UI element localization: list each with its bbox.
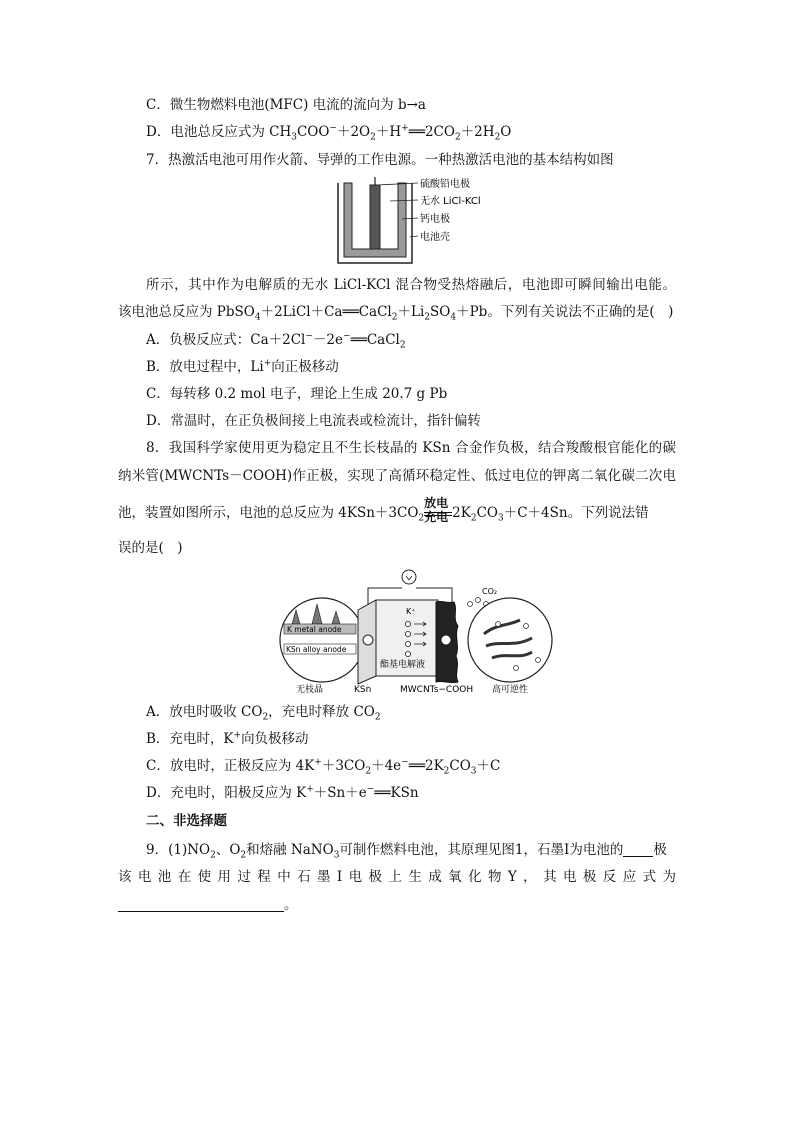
q7-option-d	[146, 411, 481, 431]
t: 8．我国科学家使用更为稳定且不生长枝晶的 KSn 合金作负极，结合羧酸根官能化的碳	[146, 440, 676, 456]
sub: 2	[424, 312, 431, 323]
q7-stem2-text: 所示，其中作为电解质的无水 LiCl-KCl 混合物受热熔融后，电池即可瞬间输出电能。	[146, 277, 676, 293]
t: D．充电时，阳极反应为 K	[146, 785, 307, 801]
co2-bubble	[524, 624, 529, 629]
sub: 2	[262, 712, 269, 723]
t: B．充电时，K	[146, 731, 234, 747]
sup: +	[314, 757, 322, 768]
q7-stem1-text: 7．热激活电池可用作火箭、导弹的工作电源。一种热激活电池的基本结构如图	[146, 152, 614, 168]
sub: 2	[418, 513, 425, 524]
t: B．放电过程中，Li	[146, 359, 264, 375]
t: CO	[476, 505, 498, 521]
sub: 2	[494, 132, 501, 143]
caption-cathode: MWCNTs−COOH	[400, 685, 474, 695]
t: 极	[653, 842, 667, 858]
lead-sulfate-electrode	[370, 185, 380, 249]
sub: 2	[470, 513, 477, 524]
sup: +	[401, 123, 409, 134]
sup: +	[263, 358, 272, 369]
t: A．放电时吸收 CO	[146, 704, 263, 720]
label-k-metal: K metal anode	[287, 625, 342, 634]
label-co2: CO₂	[482, 587, 498, 596]
label-shell: 电池壳	[420, 232, 450, 243]
t: ══2K	[408, 758, 444, 774]
sup: −	[305, 331, 313, 342]
t: 。	[284, 897, 298, 913]
t: ＋C＋4Sn。下列说法错	[503, 505, 649, 521]
q7-stem-line1	[146, 150, 614, 170]
sub: 4	[450, 312, 457, 323]
t: 该电池总反应为 PbSO	[118, 304, 255, 320]
t: 池，装置如图所示，电池的总反应为 4KSn＋3CO	[118, 505, 419, 521]
sub: 3	[291, 132, 297, 143]
sub: 2	[370, 132, 376, 143]
t: SO	[430, 304, 451, 320]
k-ion	[405, 651, 410, 656]
sub: 3	[333, 850, 340, 861]
t: 9．(1)NO	[146, 842, 211, 858]
q8-option-a	[146, 702, 381, 722]
q8-option-d	[146, 783, 419, 803]
q7-option-c	[146, 384, 447, 404]
q6-d-t6: ＋2H	[460, 124, 495, 140]
q6-option-c-text: C．微生物燃料电池(MFC) 电流的流向为 b→a	[146, 97, 426, 113]
co2-bubble	[514, 666, 519, 671]
k-ion	[405, 631, 410, 636]
sub: 2	[240, 850, 247, 861]
sub: 2	[365, 766, 372, 777]
q6-option-c	[146, 95, 426, 115]
label-electrolyte: 酯基电解液	[380, 660, 426, 670]
q9-stem-line1	[146, 840, 667, 860]
t: 误的是( )	[118, 540, 183, 556]
t: ══CaCl	[350, 332, 400, 348]
k-ion	[405, 621, 410, 626]
t: C．每转移 0.2 mol 电子，理论上生成 20.7 g Pb	[146, 386, 448, 402]
q7-option-b	[146, 357, 339, 377]
co2-bubble	[476, 598, 481, 603]
t: ══KSn	[374, 785, 419, 801]
sub: 4	[254, 312, 261, 323]
caption-no-dendrite: 无枝晶	[296, 685, 324, 695]
t: 向正极移动	[271, 359, 339, 375]
section-heading-text: 二、非选择题	[146, 813, 227, 829]
light-bulb-icon	[402, 570, 416, 584]
t: ，充电时释放 CO	[268, 704, 375, 720]
q8-option-c	[146, 756, 500, 776]
q6-d-t2: COO	[296, 124, 330, 140]
sub: 2	[443, 766, 450, 777]
charge-label: 充电	[424, 510, 449, 524]
q6-d-t1: D．电池总反应式为 CH	[146, 124, 292, 140]
q6-option-d	[146, 122, 511, 142]
sub: 2	[399, 340, 406, 351]
co2-bubble	[496, 622, 501, 627]
sub: 2	[391, 312, 398, 323]
t: 向负极移动	[241, 731, 309, 747]
q8-stem-line2	[118, 466, 676, 486]
t: 可制作燃料电池，其原理见图1，石墨Ⅰ为电池的	[339, 842, 624, 858]
sub: 3	[497, 513, 504, 524]
t: 纳米管(MWCNTs－COOH)作正极，实现了高循环稳定性、低过电位的钾离二氧化碳二次电	[118, 468, 676, 484]
t: ＋Li	[397, 304, 425, 320]
q8-stem-line4	[118, 538, 183, 558]
q7-stem-line3	[118, 302, 673, 322]
co2-bubble	[536, 658, 541, 663]
anode-magnifier	[280, 598, 364, 682]
q7-option-a	[146, 330, 406, 350]
t: ＋C	[476, 758, 501, 774]
q6-d-t4: ＋H	[375, 124, 402, 140]
label-calcium: 钙电极	[420, 214, 450, 225]
q6-d-t3: ＋2O	[336, 124, 371, 140]
q8-stem-line3	[118, 496, 649, 524]
q8-stem-line1	[146, 438, 676, 458]
sup: +	[233, 730, 242, 741]
caption-reversible: 高可逆性	[492, 685, 529, 695]
t: 和熔融 NaNO	[246, 842, 334, 858]
label-lead-sulfate: 硫酸铅电极	[420, 179, 470, 190]
anode-terminal	[363, 635, 373, 645]
k-co2-battery-diagram	[270, 564, 560, 696]
q6-d-t5: ══2CO	[408, 124, 455, 140]
cathode-magnifier	[468, 598, 552, 682]
t: C．放电时，正极反应为 4K	[146, 758, 315, 774]
answer-blank-1[interactable]	[623, 842, 653, 857]
sup: −	[343, 331, 351, 342]
sub: 2	[454, 132, 461, 143]
t: 、O	[215, 842, 241, 858]
sup: −	[401, 757, 409, 768]
t: －2e	[312, 332, 344, 348]
leader-line	[410, 236, 418, 237]
t: ＋Sn＋e	[313, 785, 367, 801]
label-ksn-alloy: KSn alloy anode	[286, 645, 347, 654]
answer-blank-2[interactable]	[118, 897, 284, 912]
q8-option-b	[146, 729, 309, 749]
cathode-terminal	[441, 635, 451, 645]
sup: −	[329, 123, 337, 134]
sup: +	[306, 784, 314, 795]
label-electrolyte: 无水 LiCl-KCl	[420, 196, 481, 207]
q7-stem-line2	[146, 275, 676, 295]
co2-bubble	[468, 602, 473, 607]
q9-stem-line3	[118, 895, 298, 915]
t: ＋Pb。下列有关说法不正确的是( )	[456, 304, 674, 320]
caption-ksn: KSn	[354, 685, 372, 695]
t: ＋2LiCl＋Ca══CaCl	[260, 304, 392, 320]
discharge-label: 放电	[424, 496, 449, 510]
reversible-arrow	[424, 496, 452, 524]
t: 该电池在使用过程中石墨Ⅰ电极上生成氧化物Y，其电极反应式为	[118, 869, 676, 885]
q9-stem-line2	[118, 867, 676, 887]
sup: −	[366, 784, 375, 795]
t: A．负极反应式：Ca＋2Cl	[146, 332, 306, 348]
q6-d-t7: O	[500, 124, 512, 140]
thermal-battery-diagram	[330, 175, 500, 267]
t: CO	[449, 758, 471, 774]
t: ＋3CO	[321, 758, 366, 774]
section-heading	[146, 811, 227, 831]
t: ＋4e	[371, 758, 402, 774]
label-k-ion: K⁺	[406, 607, 416, 616]
k-ion	[405, 641, 410, 646]
sub: 2	[210, 850, 216, 861]
t: 2K	[452, 505, 471, 521]
sub: 2	[374, 712, 381, 723]
t: D．常温时，在正负极间接上电流表或检流计，指针偏转	[146, 413, 481, 429]
sub: 3	[470, 766, 477, 777]
